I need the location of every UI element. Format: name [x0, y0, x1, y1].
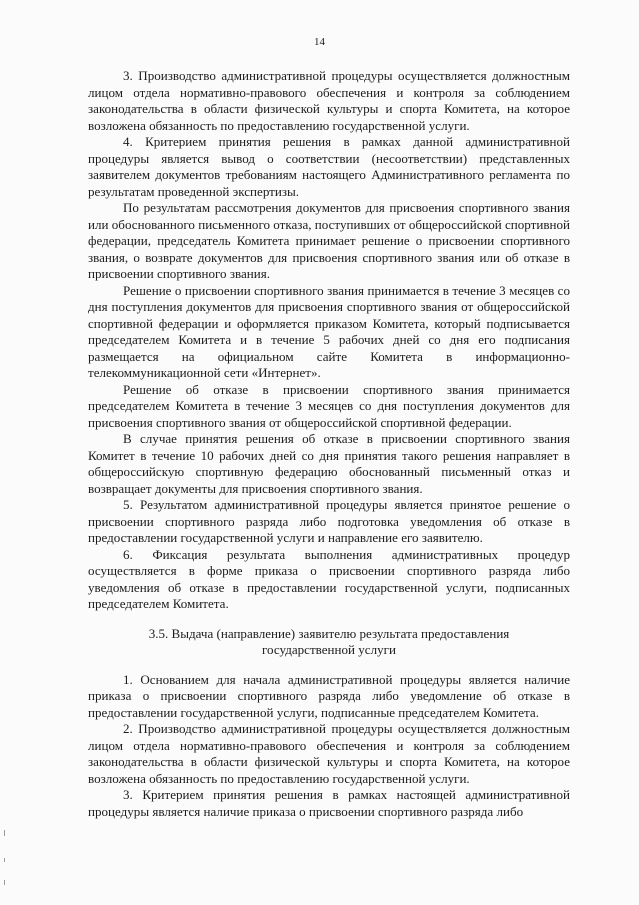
paragraph: 2. Производство административной процедуры осуществляется должностным лицом отдела нормативно-правового обеспечения и контроля за соблюдением законодательства в области физической культуры и спорта Комитета, на которое возложена обязанность по предоставлению государственной услуги.	[88, 721, 570, 786]
paragraph: 5. Результатом административной процедуры является принятое решение о присвоении спортивного разряда либо подготовка уведомления об отказе в предоставлении государственной услуги и направление его заявителю.	[88, 497, 570, 545]
paragraph: Решение о присвоении спортивного звания принимается в течение 3 месяцев со дня поступления документов для присвоения спортивного звания от общероссийской спортивной федерации и оформляется приказом Комитета, который подписывается председателем Комитета и в течение 5 рабочих дней со дня его подписания размещается на официальном сайте Комитета в информационно-телекоммуникационной сети «Интернет».	[88, 282, 570, 380]
paragraph: 4. Критерием принятия решения в рамках данной административной процедуры является вывод о соответствии (несоответствии) представленных заявителем документов требованиям настоящего Административного регламента по результатам проведенной экспертизы.	[88, 134, 570, 199]
paragraph: В случае принятия решения об отказе в присвоении спортивного звания Комитет в течение 10 рабочих дней со дня принятия такого решения направляет в общероссийскую спортивную федерацию обоснованный письменный отказ и возвращает документы для присвоения спортивного звания.	[88, 431, 570, 496]
section-heading-line-1: 3.5. Выдача (направление) заявителю результата предоставления	[148, 625, 510, 641]
scan-artifact	[4, 830, 5, 836]
section-heading-line-2: государственной услуги	[262, 642, 396, 657]
section-heading	[88, 626, 570, 659]
paragraph: 3. Производство административной процедуры осуществляется должностным лицом отдела нормативно-правового обеспечения и контроля за соблюдением законодательства в области физической культуры и спорта Комитета, на которое возложена обязанность по предоставлению государственной услуги.	[88, 68, 570, 133]
scan-artifact	[4, 880, 5, 885]
paragraph: 6. Фиксация результата выполнения административных процедур осуществляется в форме приказа о присвоении спортивного разряда либо уведомления об отказе в предоставлении государственной услуги, подписанных председателем Комитета.	[88, 546, 570, 611]
paragraph-continued: 3. Критерием принятия решения в рамках настоящей административной процедуры является наличие приказа о присвоении спортивного разряда либо	[88, 787, 570, 819]
document-body	[88, 68, 570, 820]
scan-artifact	[4, 858, 5, 862]
paragraph: Решение об отказе в присвоении спортивного звания принимается председателем Комитета в течение 3 месяцев со дня поступления документов для присвоения спортивного звания от общероссийской спортивной федерации.	[88, 381, 570, 430]
page-number: 14	[314, 36, 325, 48]
paragraph: По результатам рассмотрения документов для присвоения спортивного звания или обоснованного письменного отказа, поступивших от общероссийской спортивной федерации, председатель Комитета принимает решение о присвоении спортивного звания, о возврате документов для присвоения спортивного звания или об отказе в присвоении спортивного звания.	[88, 200, 570, 281]
paragraph: 1. Основанием для начала административной процедуры является наличие приказа о присвоении спортивного разряда либо уведомление об отказе в предоставлении государственной услуги, подписанные председателем Комитета.	[88, 671, 570, 720]
